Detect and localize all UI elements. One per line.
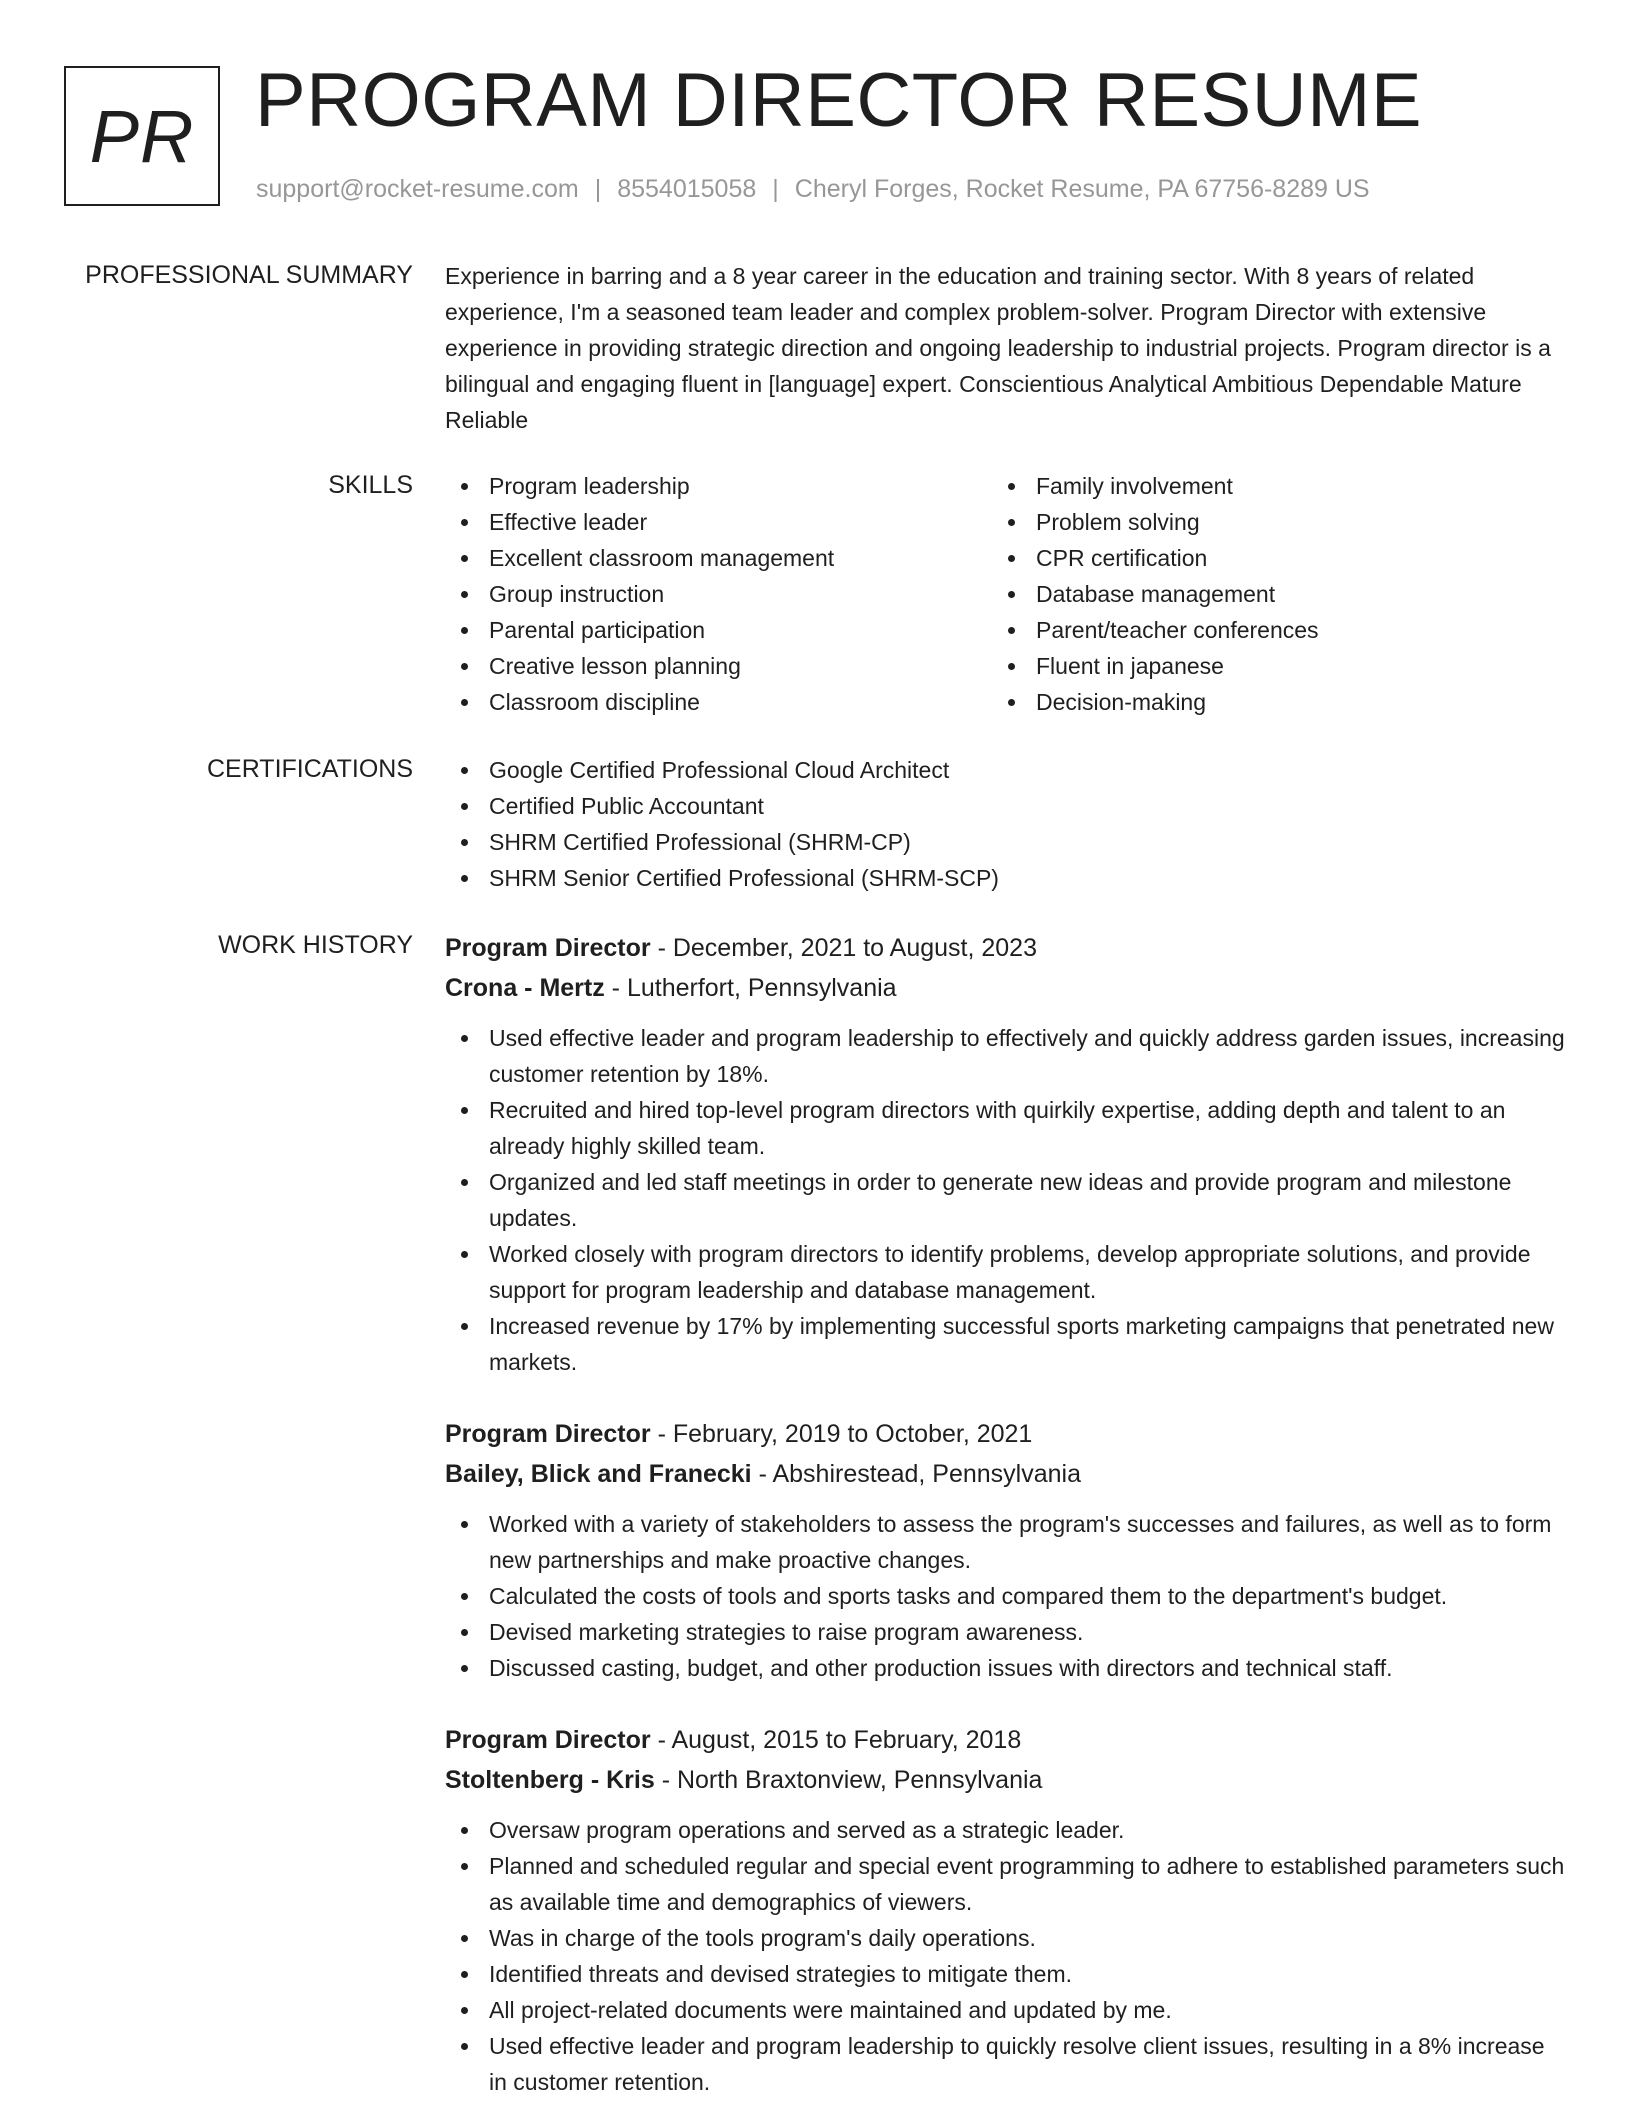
- job-title-line: [445, 1414, 1565, 1454]
- skill-item: CPR certification: [992, 540, 1539, 576]
- summary-text: Experience in barring and a 8 year career in the education and training sector. With 8 years of related experience, I'm a seasoned team leader and complex problem-solver. Program Director with extensive experience in providing strategic direction and ongoing leadership to industrial projects. Program director is a bilingual and engaging fluent in [language] expert. Conscientious Analytical Ambitious Dependable Mature Reliable: [445, 263, 1551, 433]
- job-entry: [445, 928, 1565, 1380]
- job-bullet: Used effective leader and program leadership to quickly resolve client issues, resulting in a 8% increase in customer retention.: [445, 2028, 1565, 2100]
- job-title-line: [445, 928, 1565, 968]
- job-entry: [445, 1414, 1565, 1686]
- job-bullets: [445, 1812, 1565, 2100]
- job-entry: [445, 1720, 1565, 2100]
- skill-item: Database management: [992, 576, 1539, 612]
- job-title: Program Director: [445, 1726, 651, 1754]
- certification-item: SHRM Certified Professional (SHRM-CP): [445, 824, 1565, 860]
- job-dates: - August, 2015 to February, 2018: [650, 1726, 1022, 1754]
- job-location: - North Braxtonview, Pennsylvania: [654, 1766, 1043, 1794]
- job-bullet: Was in charge of the tools program's daily operations.: [445, 1920, 1565, 1956]
- certifications-bullets: [445, 752, 1565, 896]
- work-history-list: [445, 928, 1565, 2100]
- job-bullet: Worked with a variety of stakeholders to assess the program's successes and failures, as well as to form new partnerships and make proactive changes.: [445, 1506, 1565, 1578]
- skill-item: Parental participation: [445, 612, 992, 648]
- certifications-list: [445, 752, 1565, 896]
- job-company: Bailey, Blick and Franecki: [445, 1460, 752, 1488]
- job-dates: - February, 2019 to October, 2021: [650, 1420, 1033, 1448]
- job-location: - Lutherfort, Pennsylvania: [604, 974, 897, 1002]
- job-location: - Abshirestead, Pennsylvania: [751, 1460, 1081, 1488]
- resume-title: PROGRAM DIRECTOR RESUME: [255, 58, 1423, 143]
- job-bullet: Oversaw program operations and served as a strategic leader.: [445, 1812, 1565, 1848]
- skill-item: Classroom discipline: [445, 684, 992, 720]
- contact-phone[interactable]: 8554015058: [617, 175, 757, 203]
- job-company-line: [445, 1454, 1565, 1494]
- job-bullet: Calculated the costs of tools and sports tasks and compared them to the department's budget.: [445, 1578, 1565, 1614]
- skills-column-left: [445, 468, 992, 720]
- section-label: WORK HISTORY: [218, 931, 413, 959]
- certification-item: Certified Public Accountant: [445, 788, 1565, 824]
- job-company-line: [445, 968, 1565, 1008]
- certification-item: SHRM Senior Certified Professional (SHRM-SCP): [445, 860, 1565, 896]
- job-company: Stoltenberg - Kris: [445, 1766, 655, 1794]
- contact-email[interactable]: support@rocket-resume.com: [256, 175, 579, 203]
- job-bullet: Recruited and hired top-level program directors with quirkily expertise, adding depth and talent to an already highly skilled team.: [445, 1092, 1565, 1164]
- skill-item: Group instruction: [445, 576, 992, 612]
- job-bullet: Organized and led staff meetings in order to generate new ideas and provide program and milestone updates.: [445, 1164, 1565, 1236]
- job-bullets: [445, 1506, 1565, 1686]
- monogram-logo: PR: [64, 66, 220, 206]
- skill-item: Fluent in japanese: [992, 648, 1539, 684]
- contact-separator: |: [772, 175, 779, 203]
- skill-item: Creative lesson planning: [445, 648, 992, 684]
- job-bullet: Planned and scheduled regular and special event programming to adhere to established parameters such as available time and demographics of viewers.: [445, 1848, 1565, 1920]
- job-bullet: Devised marketing strategies to raise program awareness.: [445, 1614, 1565, 1650]
- job-bullets: [445, 1020, 1565, 1380]
- skill-item: Family involvement: [992, 468, 1539, 504]
- job-dates: - December, 2021 to August, 2023: [650, 934, 1037, 962]
- section-label: PROFESSIONAL SUMMARY: [85, 261, 413, 289]
- job-bullet: Discussed casting, budget, and other production issues with directors and technical staff.: [445, 1650, 1565, 1686]
- job-title-line: [445, 1720, 1565, 1760]
- skill-item: Parent/teacher conferences: [992, 612, 1539, 648]
- job-bullet: Used effective leader and program leadership to effectively and quickly address garden issues, increasing customer retention by 18%.: [445, 1020, 1565, 1092]
- job-company: Crona - Mertz: [445, 974, 605, 1002]
- contact-address: Cheryl Forges, Rocket Resume, PA 67756-8289 US: [794, 175, 1370, 203]
- contact-line: [256, 174, 1370, 204]
- section-label: SKILLS: [328, 471, 413, 499]
- certification-item: Google Certified Professional Cloud Architect: [445, 752, 1565, 788]
- skill-item: Problem solving: [992, 504, 1539, 540]
- contact-separator: |: [594, 175, 602, 203]
- skills-column-right: [992, 468, 1539, 720]
- job-title: Program Director: [445, 1420, 651, 1448]
- section-label: CERTIFICATIONS: [206, 755, 413, 783]
- skill-item: Excellent classroom management: [445, 540, 992, 576]
- skill-item: Program leadership: [445, 468, 992, 504]
- job-title: Program Director: [445, 934, 651, 962]
- skill-item: Effective leader: [445, 504, 992, 540]
- job-company-line: [445, 1760, 1565, 1800]
- job-bullet: Worked closely with program directors to identify problems, develop appropriate solutions, and provide support for program leadership and database management.: [445, 1236, 1565, 1308]
- skill-item: Decision-making: [992, 684, 1539, 720]
- job-bullet: Identified threats and devised strategies to mitigate them.: [445, 1956, 1565, 1992]
- job-bullet: Increased revenue by 17% by implementing successful sports marketing campaigns that penetrated new markets.: [445, 1308, 1565, 1380]
- skills-list: [445, 468, 1565, 720]
- job-bullet: All project-related documents were maintained and updated by me.: [445, 1992, 1565, 2028]
